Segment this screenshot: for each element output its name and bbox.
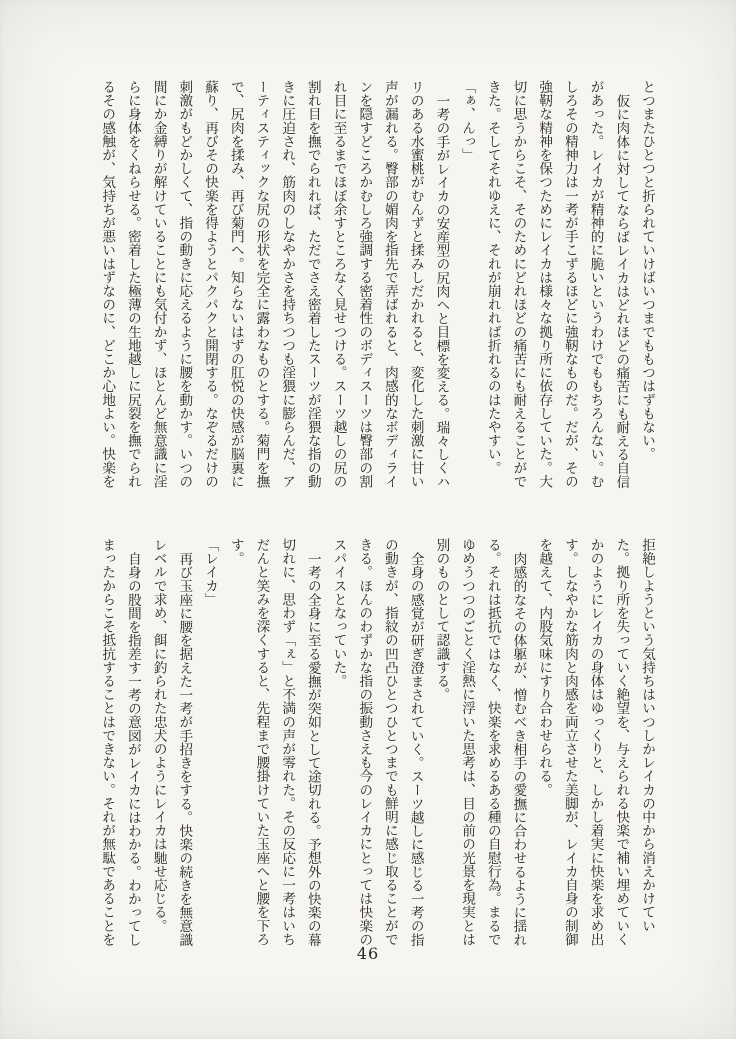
paragraph: とつまたひとつと折られていけばいつまでももつはずもない。 [639,80,655,461]
page-number: 46 [356,944,380,963]
paragraph-dialogue: 「ぁ、んっ」 [459,80,476,162]
paragraph: 全身の感覚が研ぎ澄まされていく。スーツ越しに感じる一考の指の動きが、指紋の凹凸ひとつひとつまでも鮮明に感じ取ることができる。ほんのわずかな指の振動さえも今のレイカにとっては快楽のスパイスとなっていた。 [330,538,424,946]
paragraph: 一考の全身に至る愛撫が突如として途切れる。予想外の快楽の幕切れに、思わず「ぇ」と不満の声が零れた。その反応に一考はいちだんと笑みを深くすると、先程まで腰掛けていた玉座へと腰を下ろす。 [227,538,321,946]
paragraph: 肉感的なその体躯が、憎むべき相手の愛撫に合わせるように揺れる。それは抵抗ではなく、快楽を求めるある種の自慰行為。まるでゆめうつつのごとく淫熱に浮いた思考は、目の前の光景を現実とは別のものとして認識する。 [433,538,527,946]
paragraph-dialogue: 「レイカ」 [202,538,219,606]
paragraph: 自身の股間を指差す一考の意図がレイカにはわかる。わかってしまったからこそ抵抗することはできない。それが無駄であることを [99,538,141,946]
paragraph: 拒絶しようという気持ちはいつしかレイカの中から消えかけていた。拠り所を失っていく絶望を、与えられる快楽で補い埋めていくかのようにレイカの身体はゆっくりと、しかし着実に快楽を求め出す。しなやかな筋肉と肉感を両立させた美脚が、レイカ自身の制御を越えて、内股気味にすり合わせられる。 [536,538,655,946]
lower-text-block [94,538,659,946]
upper-text-block [94,80,659,488]
paragraph: 一考の手がレイカの安産型の尻肉へと目標を変える。瑞々しくハリのある水蜜桃がむんずと揉みしだかれると、変化した刺激に甘い声が漏れる。臀部の媚肉を指先で弄ばれると、肉感的なボディラインを隠すどころかむしろ強調する密着性のボディスーツは臀部の割れ目に至るまでほぼ余すところなく見せつける。スーツ越しの尻の割れ目を撫でられれば、ただでさえ密着したスーツが淫猥な指の動きに圧迫され、筋肉のしなやかさを持ちつつも淫猥に膨らんだ、アーティスティックな尻の形状を完全に露わなものとする。菊門を撫で、尻肉を揉み、再び菊門へ。知らないはずの肛悦の快感が脳裏に蘇り、再びその快楽を得ようとパクパクと開閉する。なぞるだけの刺激がもどかしくて、指の動きに応えるように腰を動かす。いつの間にか金縛りが解けていることにも気付かず、ほとんど無意識に淫らに身体をくねらせる。密着した極薄の生地越しに尻裂を撫でられるその感触が、気持ちが悪いはずなのに、どこか心地よい。快楽を [99,80,450,488]
paragraph: 再び玉座に腰を据えた一考が手招きをする。快楽の続きを無意識レベルで求め、餌に釣られた忠犬のようにレイカは馳せ応じる。 [150,538,193,946]
paragraph: 仮に肉体に対してならばレイカはどれほどの痛苦にも耐える自信があった。レイカが精神的に脆いというわけでももちろんない。むしろその精神力は一考が手こずるほどに強靭なものだ。だが、その強靭な精神を保つためにレイカは様々な拠り所に依存していた。大切に思うからこそ、そのためにどれほどの痛苦にも耐えることができた。そしてそれゆえに、それが崩れれば折れるのはたやすい。 [484,80,630,488]
